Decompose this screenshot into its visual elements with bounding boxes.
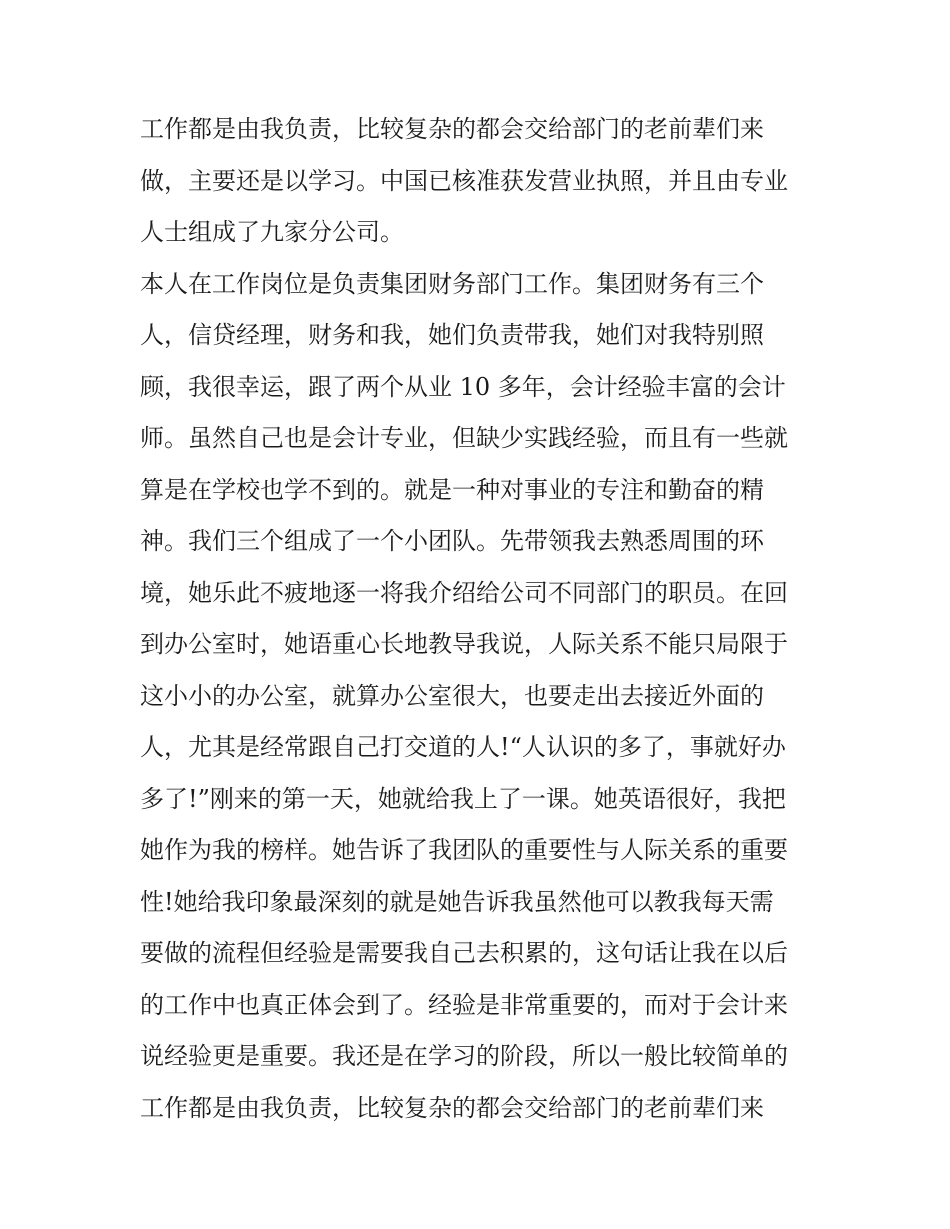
text-line: 这小小的办公室，就算办公室很大，也要走出去接近外面的 <box>140 681 764 710</box>
text-line: 说经验更是重要。我还是在学习的阶段，所以一般比较简单的 <box>140 1042 788 1070</box>
body-text <box>140 104 820 1134</box>
text-line: 她作为我的榜样。她告诉了我团队的重要性与人际关系的重要 <box>140 836 788 864</box>
text-line: 境，她乐此不疲地逐一将我介绍给公司不同部门的职员。在回 <box>140 578 788 607</box>
text-line: 神。我们三个组成了一个小团队。先带领我去熟悉周围的环 <box>140 527 764 555</box>
text-line: 工作都是由我负责，比较复杂的都会交给部门的老前辈们来 <box>140 1093 764 1122</box>
text-line: 本人在工作岗位是负责集团财务部门工作。集团财务有三个 <box>140 269 764 298</box>
text-line: 到办公室时，她语重心长地教导我说，人际关系不能只局限于 <box>140 630 788 658</box>
text-line: 人，信贷经理，财务和我，她们负责带我，她们对我特别照 <box>140 321 764 349</box>
text-line: 工作都是由我负责，比较复杂的都会交给部门的老前辈们来 <box>140 115 764 143</box>
text-line: 人士组成了九家分公司。 <box>140 218 404 246</box>
text-line: 的工作中也真正体会到了。经验是非常重要的，而对于会计来 <box>140 990 788 1019</box>
text-line: 做，主要还是以学习。中国已核准获发营业执照，并且由专业 <box>140 166 788 195</box>
text-line: 师。虽然自己也是会计专业，但缺少实践经验，而且有一些就 <box>140 424 788 452</box>
text-line: 顾，我很幸运，跟了两个从业 10 多年，会计经验丰富的会计 <box>140 372 786 401</box>
text-line: 人，尤其是经常跟自己打交道的人!“人认识的多了，事就好办 <box>140 733 786 761</box>
text-line: 算是在学校也学不到的。就是一种对事业的专注和勤奋的精 <box>140 475 764 504</box>
text-line: 性!她给我印象最深刻的就是她告诉我虽然他可以教我每天需 <box>140 887 774 916</box>
text-line: 多了!”刚来的第一天，她就给我上了一课。她英语很好，我把 <box>140 784 786 813</box>
text-line: 要做的流程但经验是需要我自己去积累的，这句话让我在以后 <box>140 939 788 967</box>
